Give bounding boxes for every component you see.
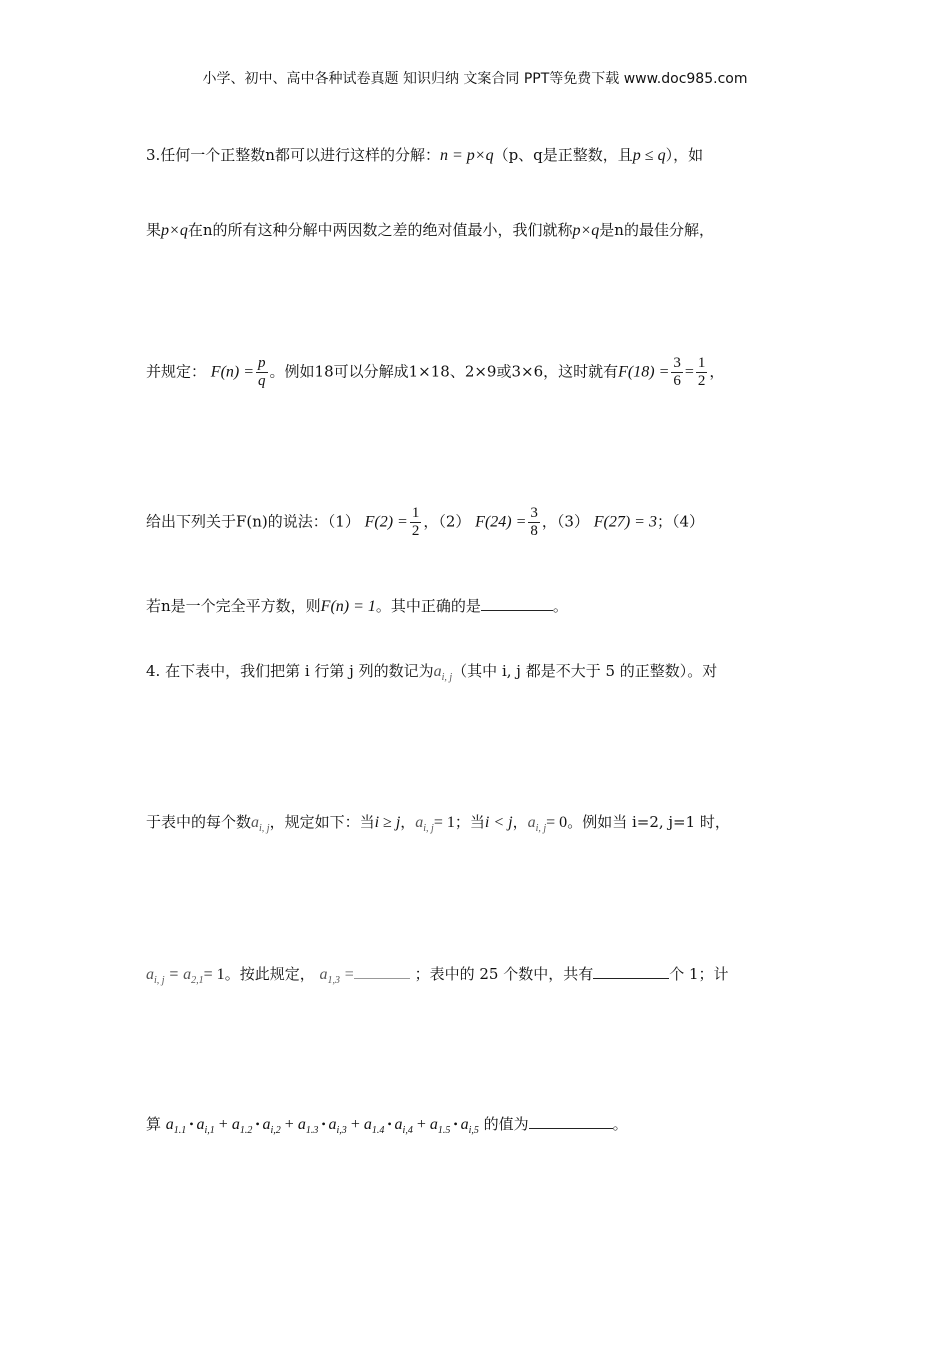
var: a <box>297 1116 306 1133</box>
math-eq-1: = 1 <box>433 814 455 831</box>
plus-sign: + <box>416 1116 426 1133</box>
bullet-dot: • <box>255 1117 260 1131</box>
fraction-p-over-q <box>256 355 268 390</box>
fraction-1-over-2 <box>696 355 708 390</box>
product-term <box>165 1116 215 1136</box>
product-term <box>429 1116 479 1136</box>
answer-blank[interactable] <box>481 595 553 611</box>
subscript: 2,1 <box>191 975 204 986</box>
var: a <box>433 663 442 680</box>
text: ，规定如下：当 <box>269 813 375 831</box>
text: ， <box>709 362 725 381</box>
math-a-ij <box>251 814 270 834</box>
subscript: i, j <box>535 823 547 834</box>
bullet-dot: • <box>387 1117 392 1131</box>
product-term <box>363 1116 413 1136</box>
math-i-lt-j: i < j <box>484 814 513 831</box>
numerator: 1 <box>697 355 706 371</box>
math-p-times-q: p×q <box>572 222 600 239</box>
numerator: 1 <box>411 505 420 521</box>
subscript: i, j <box>423 823 434 834</box>
plus-sign: + <box>284 1116 294 1133</box>
math-a-ij <box>415 814 434 834</box>
subscript: i,4 <box>402 1125 413 1136</box>
sum-expression <box>165 1115 479 1136</box>
text: 在n的所有这种分解中两因数之差的绝对值最小，我们就称 <box>187 221 573 239</box>
text: 。例如18可以分解成1×18、2×9或3×6，这时就有 <box>269 362 619 381</box>
subscript: 1,3 <box>327 975 340 986</box>
denominator: 8 <box>530 523 538 539</box>
subscript: i,3 <box>336 1125 347 1136</box>
fraction-1-over-2 <box>410 505 422 540</box>
plus-sign: + <box>350 1116 360 1133</box>
problem-4-line-2 <box>146 810 816 841</box>
text: 。 <box>612 1115 628 1133</box>
text: ；（4） <box>656 512 705 531</box>
answer-blank-a13[interactable] <box>354 963 410 979</box>
problem-4-line-1 <box>146 659 816 690</box>
subscript: 1.1 <box>173 1125 187 1136</box>
subscript: i, j <box>259 823 270 834</box>
plus-sign: + <box>218 1116 228 1133</box>
text: 若n是一个完全平方数，则 <box>146 597 321 615</box>
text: 果 <box>146 221 162 239</box>
subscript: 1.5 <box>437 1125 451 1136</box>
text: 3.任何一个正整数n都可以进行这样的分解： <box>146 146 440 164</box>
var: a <box>460 1116 469 1133</box>
product-term <box>231 1116 281 1136</box>
problem-4-line-4 <box>146 1112 816 1143</box>
numerator: p <box>258 355 266 371</box>
problem-3-line-5 <box>146 594 816 619</box>
subscript: i, j <box>441 672 453 683</box>
text: ， <box>512 813 528 831</box>
math-f2: F(2) = <box>364 513 408 531</box>
equals-sign: = <box>169 966 179 983</box>
math-a-21 <box>183 966 204 986</box>
math-a-ij <box>433 663 453 683</box>
var: a <box>196 1116 205 1133</box>
equals-sign: = <box>344 966 354 983</box>
text: ；当 <box>454 813 485 831</box>
fraction-3-over-8 <box>528 505 540 540</box>
math-i-ge-j: i ≥ j <box>374 814 401 831</box>
text: 并规定： <box>146 362 207 381</box>
numerator: 3 <box>530 505 538 521</box>
text: ），如 <box>665 146 704 164</box>
text: ；表中的 25 个数中，共有 <box>414 965 594 983</box>
text: ，（2） <box>423 512 471 531</box>
equals-sign: = <box>684 363 694 381</box>
subscript: 1.2 <box>239 1125 253 1136</box>
subscript: i, j <box>154 975 165 986</box>
var: a <box>394 1116 403 1133</box>
subscript: i,1 <box>204 1125 215 1136</box>
product-term <box>297 1116 347 1136</box>
math-p-le-q: p ≤ q <box>632 147 666 164</box>
fraction-3-over-6 <box>671 355 683 390</box>
var: a <box>146 966 154 983</box>
var: a <box>231 1116 240 1133</box>
denominator: 2 <box>697 373 706 389</box>
math-a-13 <box>319 966 340 986</box>
var: a <box>429 1116 438 1133</box>
text: 算 <box>146 1115 162 1133</box>
math-a-ij <box>527 814 547 834</box>
page-header: 小学、初中、高中各种试卷真题 知识归纳 文案合同 PPT等免费下载 www.doc985.com <box>202 71 748 87</box>
denominator: 6 <box>673 373 681 389</box>
subscript: i,5 <box>468 1125 479 1136</box>
math-eq-0: = 0 <box>546 814 568 831</box>
problem-3-line-2 <box>146 218 816 243</box>
text: 。按此规定， <box>224 965 315 983</box>
var: a <box>319 966 328 983</box>
math-a-ij <box>146 966 165 986</box>
text: （p、q是正整数，且 <box>493 146 633 164</box>
var: a <box>363 1116 372 1133</box>
answer-blank-sum[interactable] <box>529 1113 613 1129</box>
text: 。 <box>552 597 568 615</box>
text: 个 1；计 <box>669 965 729 983</box>
text: 是n的最佳分解， <box>599 221 714 239</box>
var: a <box>415 814 424 831</box>
bullet-dot: • <box>189 1117 194 1131</box>
var: a <box>328 1116 337 1133</box>
math-eq-1: = 1 <box>203 966 225 983</box>
var: a <box>251 814 260 831</box>
math-f27: F(27) = 3 <box>593 513 657 531</box>
var: a <box>165 1116 174 1133</box>
text: 于表中的每个数 <box>146 813 252 831</box>
denominator: q <box>258 373 266 389</box>
math-f18: F(18) = <box>618 363 670 381</box>
math-n-eq-pq: n = p×q <box>439 147 494 164</box>
text: 4. 在下表中，我们把第 i 行第 j 列的数记为 <box>146 662 434 680</box>
var: a <box>527 814 536 831</box>
subscript: i,2 <box>270 1125 281 1136</box>
text: 。其中正确的是 <box>375 597 481 615</box>
problem-3-line-1 <box>146 143 816 168</box>
math-f24: F(24) = <box>475 513 527 531</box>
text: 。例如当 i=2, j=1 时， <box>567 813 730 831</box>
problem-3-line-4 <box>146 505 816 540</box>
var: a <box>183 966 192 983</box>
bullet-dot: • <box>321 1117 326 1131</box>
numerator: 3 <box>673 355 681 371</box>
problem-4-line-3 <box>146 962 816 993</box>
text: 给出下列关于F(n)的说法：（1） <box>146 512 360 531</box>
subscript: 1.4 <box>371 1125 385 1136</box>
math-fn: F(n) = <box>210 363 255 381</box>
math-fn-eq-1: F(n) = 1 <box>320 598 376 615</box>
bullet-dot: • <box>453 1117 458 1131</box>
math-p-times-q: p×q <box>161 222 188 239</box>
answer-blank-count[interactable] <box>593 963 669 979</box>
problem-3-line-3 <box>146 355 816 390</box>
text: ，（3） <box>541 512 589 531</box>
denominator: 2 <box>411 523 420 539</box>
text: 的值为 <box>483 1115 529 1133</box>
subscript: 1.3 <box>305 1125 319 1136</box>
var: a <box>262 1116 271 1133</box>
text: （其中 i, j 都是不大于 5 的正整数）。对 <box>452 662 718 680</box>
text: ， <box>400 813 416 831</box>
